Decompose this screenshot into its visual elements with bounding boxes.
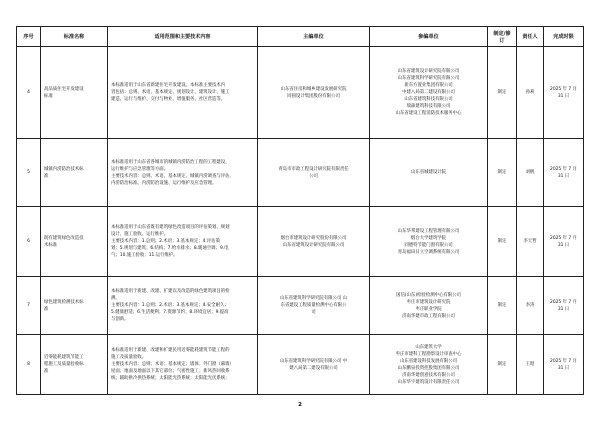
row-number: 8 bbox=[17, 335, 41, 395]
cell-line: 主要技术内容：1.总则；2.术语；3.基本规定；4.评估策 bbox=[111, 239, 220, 244]
cell-line: 本标准适用于山东省既有建筑绿色改造项目的评估策划、规划 bbox=[111, 225, 230, 230]
row-number: 6 bbox=[17, 207, 41, 277]
deadline: 2025 年 7 月 31 日 bbox=[544, 47, 584, 139]
cell-line: 济南华建市政工程有限公司 bbox=[402, 313, 455, 319]
cell-line: 城镇内涝防治技术标 bbox=[44, 166, 84, 172]
participating-units bbox=[370, 139, 488, 207]
chief-editor-unit bbox=[258, 47, 370, 139]
cell-line: 瑞森建筑科技有限公司 bbox=[406, 104, 451, 109]
chief-editor-unit bbox=[258, 335, 370, 395]
cell-line: 山东省建筑设计研究院有限公司 bbox=[282, 242, 345, 248]
table-row bbox=[17, 139, 584, 207]
cell-line: 新东方置业集团有限公司 bbox=[404, 83, 453, 88]
scope-content bbox=[108, 139, 258, 207]
cell-line: 山东省城建设计院 bbox=[410, 170, 447, 175]
cell-line: 内涝防治标准、内涝防治设施、运行维护及应急管理。 bbox=[111, 180, 217, 186]
cell-line: 5.健康舒适；6.生活便利；7.资源节约；8.环境宜居；9.提高 bbox=[111, 310, 229, 315]
responsible-person: 刘帆 bbox=[517, 139, 544, 207]
deadline: 2025 年 7 月 31 日 bbox=[544, 139, 584, 207]
cell-line: 主要技术内容：总则；术语；基本规定；墙体；外门窗（幕墙） bbox=[111, 362, 234, 367]
page-number: 2 bbox=[298, 402, 302, 408]
row-number: 5 bbox=[17, 139, 41, 207]
cell-line: 本标准适用于山东省各城市的城镇内涝防治工程的工程建设、 bbox=[111, 159, 230, 165]
cell-line: 山东省建筑科学研究院有限公司 bbox=[397, 76, 460, 81]
cell-line: 气；10.施工验收；11.运行维护。 bbox=[111, 253, 178, 258]
cell-line: 司 bbox=[311, 310, 316, 315]
cell-line: 山东省建设科技发展有限公司 bbox=[399, 358, 458, 364]
column-header: 适用范围和主要技术内容 bbox=[108, 27, 258, 47]
cell-line: 高品质住宅开发建设 bbox=[44, 86, 84, 92]
column-header: 序号 bbox=[17, 27, 41, 47]
cell-line: 本标准适用于新建、改建和扩建民用近零能耗建筑节能工程的 bbox=[111, 348, 230, 353]
cell-line: 山东省建筑设计研究院有限公司 bbox=[397, 69, 460, 74]
table-body bbox=[17, 47, 584, 395]
table-row bbox=[17, 335, 584, 395]
cell-line: 枣庄市建筑设计研究院 bbox=[406, 299, 451, 305]
cell-line: 东省建设工程质量检测中心有限公 bbox=[280, 303, 347, 308]
cell-line: 国信(山东)检验检测中心有限公司 bbox=[396, 292, 461, 298]
cell-line: 准 bbox=[44, 369, 49, 374]
standard-name bbox=[41, 207, 108, 277]
cell-line: 划；5.规划与建筑；6.结构；7.给水排水；8.暖通空调；9.电 bbox=[111, 246, 229, 251]
table-row bbox=[17, 47, 584, 139]
cell-line: 山东鹏泉投资控股集团有限公司 bbox=[397, 365, 460, 371]
standard-name bbox=[41, 47, 108, 139]
cell-line: 主要技术内容：总则、术语、基本规定、城镇内涝调查与评估、 bbox=[111, 173, 234, 179]
cell-line: 主要技术内容：1.总则；2.术语；3.基本规定；4.安全耐久； bbox=[111, 303, 229, 308]
scope-content bbox=[108, 47, 258, 139]
cell-line: 山东华邦建设工程管理有限公司 bbox=[397, 228, 460, 234]
cell-line: 中建八局第二建设有限公司 bbox=[402, 90, 455, 95]
responsible-person: 孙莉 bbox=[517, 47, 544, 139]
chief-editor-unit bbox=[258, 139, 370, 207]
deadline: 2025 年 7 月 31 日 bbox=[544, 335, 584, 395]
row-number: 4 bbox=[17, 47, 41, 139]
deadline: 2025 年 7 月 31 日 bbox=[544, 207, 584, 277]
cell-line: 容包括：总则、术语、基本规定、规划设计、建筑设计、施工 bbox=[111, 90, 230, 95]
cell-line: 济南华建创意技术有限公司 bbox=[402, 372, 455, 378]
cell-line: 与创新。 bbox=[111, 317, 129, 322]
cell-line: 烟台市建筑设计研究股份有限公司 bbox=[280, 235, 347, 241]
cell-line: 建八局第二建设有限公司 bbox=[289, 365, 338, 371]
scope-content bbox=[108, 277, 258, 335]
header-row bbox=[17, 27, 584, 47]
cell-line: 术标准 bbox=[44, 242, 58, 248]
cell-line: 测。 bbox=[111, 296, 120, 301]
standard-name bbox=[41, 139, 108, 207]
cell-line: 本标准适用于新建、改建、扩建以及改造的绿色建筑项目的检 bbox=[111, 289, 230, 294]
cell-line: 烟台大学建筑学院 bbox=[410, 235, 447, 241]
column-header: 标准名称 bbox=[41, 27, 108, 47]
cell-line: 准 bbox=[44, 306, 49, 312]
cell-line: 近零能耗建筑节能工 bbox=[44, 355, 84, 360]
participating-units bbox=[370, 335, 488, 395]
cell-line: 屋面；地面及地面以下其它部位；气密性施工；新风热回收系 bbox=[111, 369, 230, 374]
responsible-person: 王昭 bbox=[517, 335, 544, 395]
revision-type: 制定 bbox=[488, 207, 517, 277]
scope-content bbox=[108, 207, 258, 277]
revision-type: 制定 bbox=[488, 47, 517, 139]
cell-line: 山东省住房和城乡建设发展研究院 bbox=[280, 86, 347, 92]
column-header: 完成时限 bbox=[544, 27, 584, 47]
table-row bbox=[17, 207, 584, 277]
cell-line: 同圆设计集团股份有限公司 bbox=[287, 93, 340, 99]
cell-line: 青岛市市政工程设计研究院有限责任 bbox=[278, 166, 349, 172]
standard-name bbox=[41, 335, 108, 395]
responsible-person: 李涛 bbox=[517, 277, 544, 335]
table-row bbox=[17, 277, 584, 335]
cell-line: 程施工及质量验收标 bbox=[44, 362, 84, 367]
chief-editor-unit bbox=[258, 207, 370, 277]
deadline: 2025 年 7 月 31 日 bbox=[544, 277, 584, 335]
standard-name bbox=[41, 277, 108, 335]
revision-type: 制定 bbox=[488, 335, 517, 395]
column-header: 责任人 bbox=[517, 27, 544, 47]
row-number: 7 bbox=[17, 277, 41, 335]
participating-units bbox=[370, 207, 488, 277]
cell-line: 山东省建设工程消防技术服务中心 bbox=[395, 111, 462, 116]
responsible-person: 李天哲 bbox=[517, 207, 544, 277]
cell-line: 本标准适用于山东省新建住宅开发建设。本标准主要技术内 bbox=[111, 83, 226, 88]
cell-line: 既有建筑绿色改造技 bbox=[44, 235, 84, 241]
cell-line: 标准 bbox=[44, 93, 53, 99]
chief-editor-unit bbox=[258, 277, 370, 335]
revision-type: 制定 bbox=[488, 139, 517, 207]
cell-line: 准 bbox=[44, 173, 49, 179]
cell-line: 枣庄市建科工程勘察设计审查中心 bbox=[395, 351, 462, 357]
cell-line: 枣庄职业学院 bbox=[415, 306, 442, 312]
cell-line: 山东省建筑科学研究院有限公司 山 bbox=[279, 296, 348, 301]
participating-units bbox=[370, 47, 488, 139]
cell-line: 设计、施工验收、运行维护。 bbox=[111, 232, 169, 237]
cell-line: 施工及质量验收。 bbox=[111, 355, 147, 360]
participating-units bbox=[370, 277, 488, 335]
column-header: 制定/修订 bbox=[488, 27, 517, 47]
cell-line: 公司 bbox=[309, 173, 318, 179]
column-header: 参编单位 bbox=[370, 27, 488, 47]
cell-line: 青岛福田日立空调系统有限公司 bbox=[397, 249, 460, 255]
cell-line: 统；辅助供冷供热系统；太阳能光热系统；太阳能光伏系统； bbox=[111, 376, 230, 381]
column-header: 主编单位 bbox=[258, 27, 370, 47]
cell-line: 山东省建筑科学研究院有限公司 中 bbox=[279, 358, 348, 364]
cell-line: 绿色建筑检测技术标 bbox=[44, 299, 84, 305]
scope-content bbox=[108, 335, 258, 395]
cell-line: 运行维护与应急管理等方面。 bbox=[111, 166, 169, 172]
cell-line: 建造、运行与维护、交付与物业、增值服务、社区营造等。 bbox=[111, 97, 226, 102]
cell-line: 山东省建筑科技有限公司 bbox=[404, 97, 453, 102]
cell-line: 同德特节能门窗有限公司 bbox=[404, 242, 453, 248]
cell-line: 山东建筑大学 bbox=[415, 344, 442, 350]
cell-line: 山东华宇建筑设计有限责任公司 bbox=[397, 379, 460, 385]
revision-type: 制定 bbox=[488, 277, 517, 335]
standards-table bbox=[16, 26, 584, 395]
